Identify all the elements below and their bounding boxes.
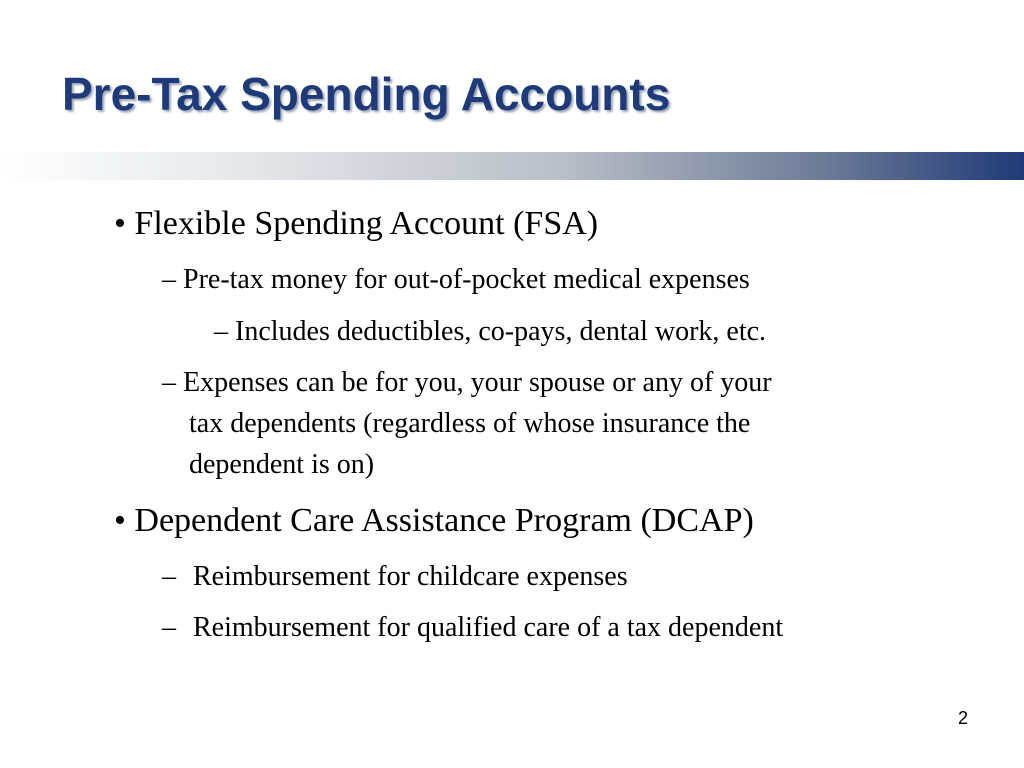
sub-bullet-childcare bbox=[162, 557, 628, 597]
dash-marker: – bbox=[214, 316, 228, 347]
dash-marker: – bbox=[162, 561, 176, 592]
sub-bullet-pretax-money bbox=[162, 260, 750, 300]
sub-bullet-childcare-text: Reimbursement for childcare expenses bbox=[193, 561, 628, 592]
bullet-dcap bbox=[114, 501, 754, 541]
bullet-marker: • bbox=[114, 502, 126, 539]
sub-sub-bullet-includes-text: Includes deductibles, co-pays, dental work, etc. bbox=[235, 316, 767, 347]
dash-marker: – bbox=[162, 264, 176, 295]
dash-marker: – bbox=[162, 612, 176, 643]
sub-bullet-expenses-line-2: tax dependents (regardless of whose insurance the bbox=[189, 408, 751, 439]
slide-title: Pre-Tax Spending Accounts bbox=[62, 68, 671, 120]
sub-bullet-expenses-line-1: Expenses can be for you, your spouse or any of your bbox=[183, 367, 772, 398]
sub-bullet-qualified-care-text: Reimbursement for qualified care of a tax dependent bbox=[193, 612, 784, 643]
dash-marker: – bbox=[162, 367, 176, 398]
sub-bullet-expenses bbox=[162, 363, 772, 403]
bullet-fsa-text: Flexible Spending Account (FSA) bbox=[134, 205, 599, 242]
sub-sub-bullet-includes bbox=[214, 312, 766, 352]
bullet-marker: • bbox=[114, 205, 126, 242]
sub-bullet-qualified-care bbox=[162, 608, 783, 648]
sub-bullet-expenses-line-3: dependent is on) bbox=[189, 449, 375, 480]
sub-bullet-pretax-money-text: Pre-tax money for out-of-pocket medical expenses bbox=[183, 264, 750, 295]
bullet-dcap-text: Dependent Care Assistance Program (DCAP) bbox=[134, 502, 754, 539]
page-number: 2 bbox=[957, 708, 968, 728]
bullet-fsa bbox=[114, 204, 598, 244]
